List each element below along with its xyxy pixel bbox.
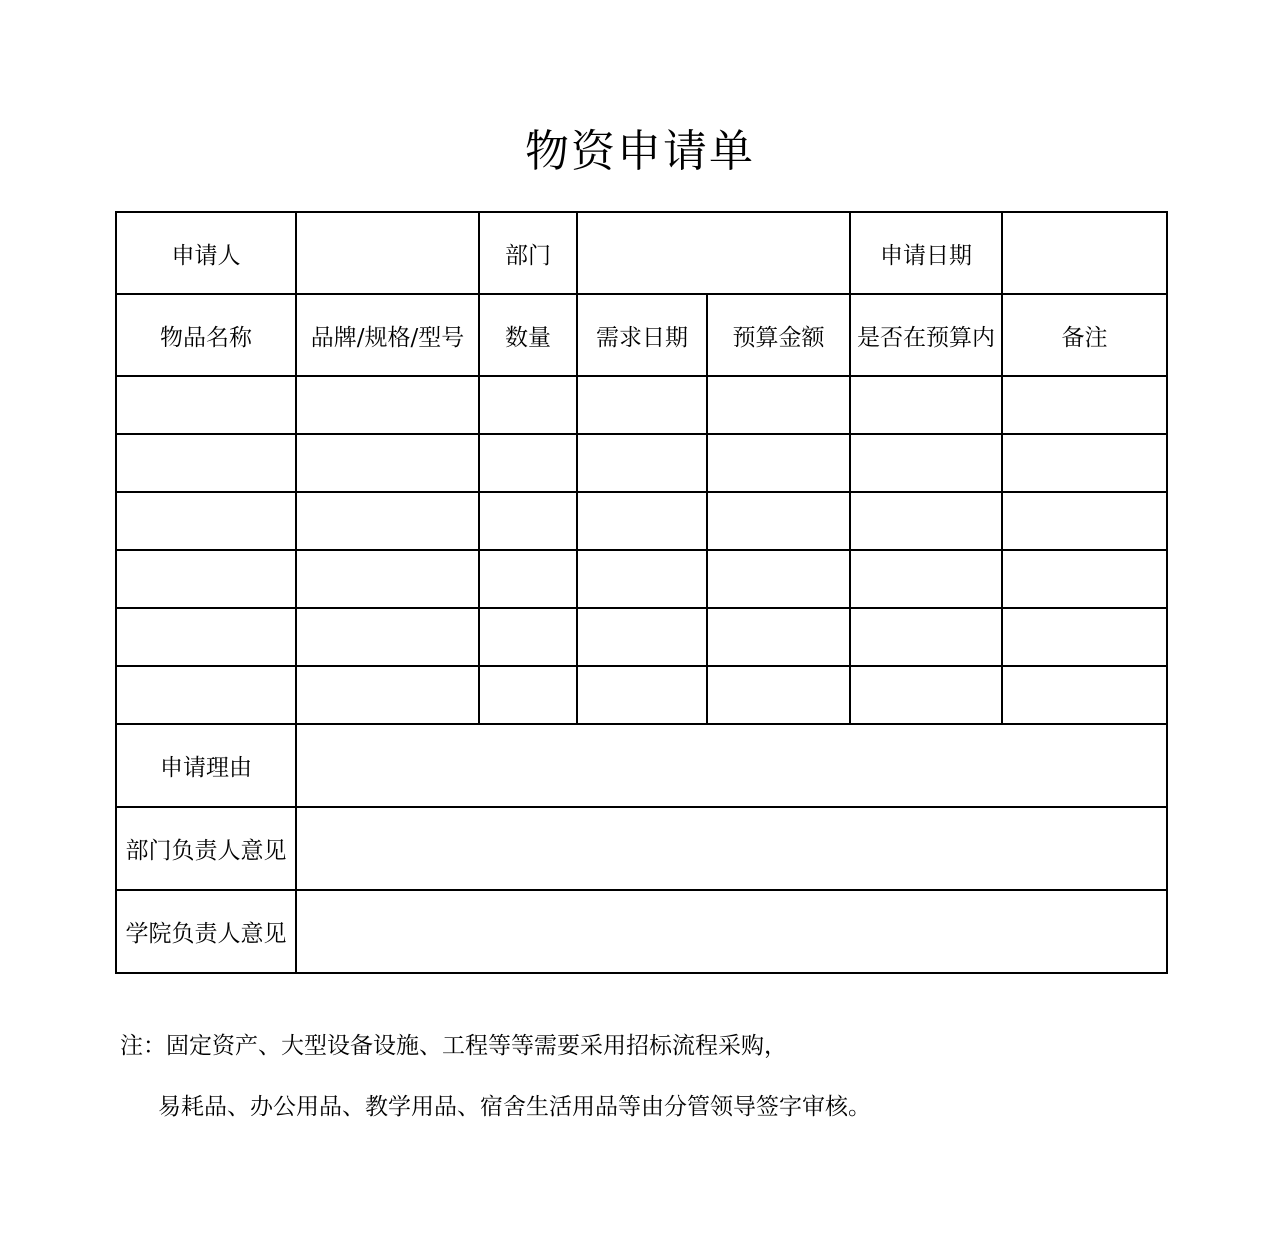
item-within-budget-cell[interactable] [850, 666, 1002, 724]
item-quantity-cell[interactable] [479, 550, 577, 608]
item-budget-amount-cell[interactable] [707, 550, 850, 608]
column-header-within-budget: 是否在预算内 [850, 294, 1002, 376]
item-remarks-cell[interactable] [1002, 376, 1167, 434]
item-name-cell[interactable] [116, 434, 296, 492]
reason-row [116, 724, 1167, 807]
item-quantity-cell[interactable] [479, 666, 577, 724]
column-header-brand-spec-model: 品牌/规格/型号 [296, 294, 479, 376]
column-header-quantity: 数量 [479, 294, 577, 376]
item-required-date-cell[interactable] [577, 666, 707, 724]
item-within-budget-cell[interactable] [850, 550, 1002, 608]
item-remarks-cell[interactable] [1002, 550, 1167, 608]
item-required-date-cell[interactable] [577, 608, 707, 666]
college-opinion-row [116, 890, 1167, 973]
item-name-cell[interactable] [116, 492, 296, 550]
item-quantity-cell[interactable] [479, 492, 577, 550]
item-row [116, 550, 1167, 608]
applicant-label: 申请人 [116, 212, 296, 294]
column-header-remarks: 备注 [1002, 294, 1167, 376]
item-name-cell[interactable] [116, 550, 296, 608]
item-spec-cell[interactable] [296, 608, 479, 666]
item-remarks-cell[interactable] [1002, 434, 1167, 492]
item-within-budget-cell[interactable] [850, 608, 1002, 666]
item-row [116, 376, 1167, 434]
apply-date-field[interactable] [1002, 212, 1167, 294]
column-header-required-date: 需求日期 [577, 294, 707, 376]
dept-opinion-row [116, 807, 1167, 890]
item-name-cell[interactable] [116, 666, 296, 724]
item-remarks-cell[interactable] [1002, 492, 1167, 550]
item-required-date-cell[interactable] [577, 550, 707, 608]
item-spec-cell[interactable] [296, 434, 479, 492]
item-row [116, 492, 1167, 550]
item-within-budget-cell[interactable] [850, 492, 1002, 550]
item-budget-amount-cell[interactable] [707, 376, 850, 434]
item-row [116, 608, 1167, 666]
item-quantity-cell[interactable] [479, 434, 577, 492]
college-opinion-field[interactable] [296, 890, 1167, 973]
requisition-form-table [115, 211, 1168, 974]
applicant-field[interactable] [296, 212, 479, 294]
item-spec-cell[interactable] [296, 666, 479, 724]
item-spec-cell[interactable] [296, 550, 479, 608]
item-required-date-cell[interactable] [577, 376, 707, 434]
item-remarks-cell[interactable] [1002, 666, 1167, 724]
apply-date-label: 申请日期 [850, 212, 1002, 294]
item-spec-cell[interactable] [296, 376, 479, 434]
item-quantity-cell[interactable] [479, 608, 577, 666]
item-required-date-cell[interactable] [577, 492, 707, 550]
item-within-budget-cell[interactable] [850, 434, 1002, 492]
item-within-budget-cell[interactable] [850, 376, 1002, 434]
item-spec-cell[interactable] [296, 492, 479, 550]
reason-label: 申请理由 [116, 724, 296, 807]
department-label: 部门 [479, 212, 577, 294]
college-opinion-label: 学院负责人意见 [116, 890, 296, 973]
item-budget-amount-cell[interactable] [707, 492, 850, 550]
column-header-item-name: 物品名称 [116, 294, 296, 376]
item-remarks-cell[interactable] [1002, 608, 1167, 666]
notes-block [120, 1028, 871, 1125]
item-required-date-cell[interactable] [577, 434, 707, 492]
item-row [116, 666, 1167, 724]
column-header-row [116, 294, 1167, 376]
note-line-1: 注：固定资产、大型设备设施、工程等等需要采用招标流程采购， [120, 1033, 787, 1059]
dept-opinion-label: 部门负责人意见 [116, 807, 296, 890]
item-budget-amount-cell[interactable] [707, 434, 850, 492]
department-field[interactable] [577, 212, 850, 294]
item-budget-amount-cell[interactable] [707, 666, 850, 724]
item-row [116, 434, 1167, 492]
note-line-2: 易耗品、办公用品、教学用品、宿舍生活用品等由分管领导签字审核。 [158, 1094, 871, 1120]
item-name-cell[interactable] [116, 376, 296, 434]
item-name-cell[interactable] [116, 608, 296, 666]
dept-opinion-field[interactable] [296, 807, 1167, 890]
reason-field[interactable] [296, 724, 1167, 807]
column-header-budget-amount: 预算金额 [707, 294, 850, 376]
item-quantity-cell[interactable] [479, 376, 577, 434]
page-title: 物资申请单 [525, 126, 755, 177]
applicant-row [116, 212, 1167, 294]
item-budget-amount-cell[interactable] [707, 608, 850, 666]
